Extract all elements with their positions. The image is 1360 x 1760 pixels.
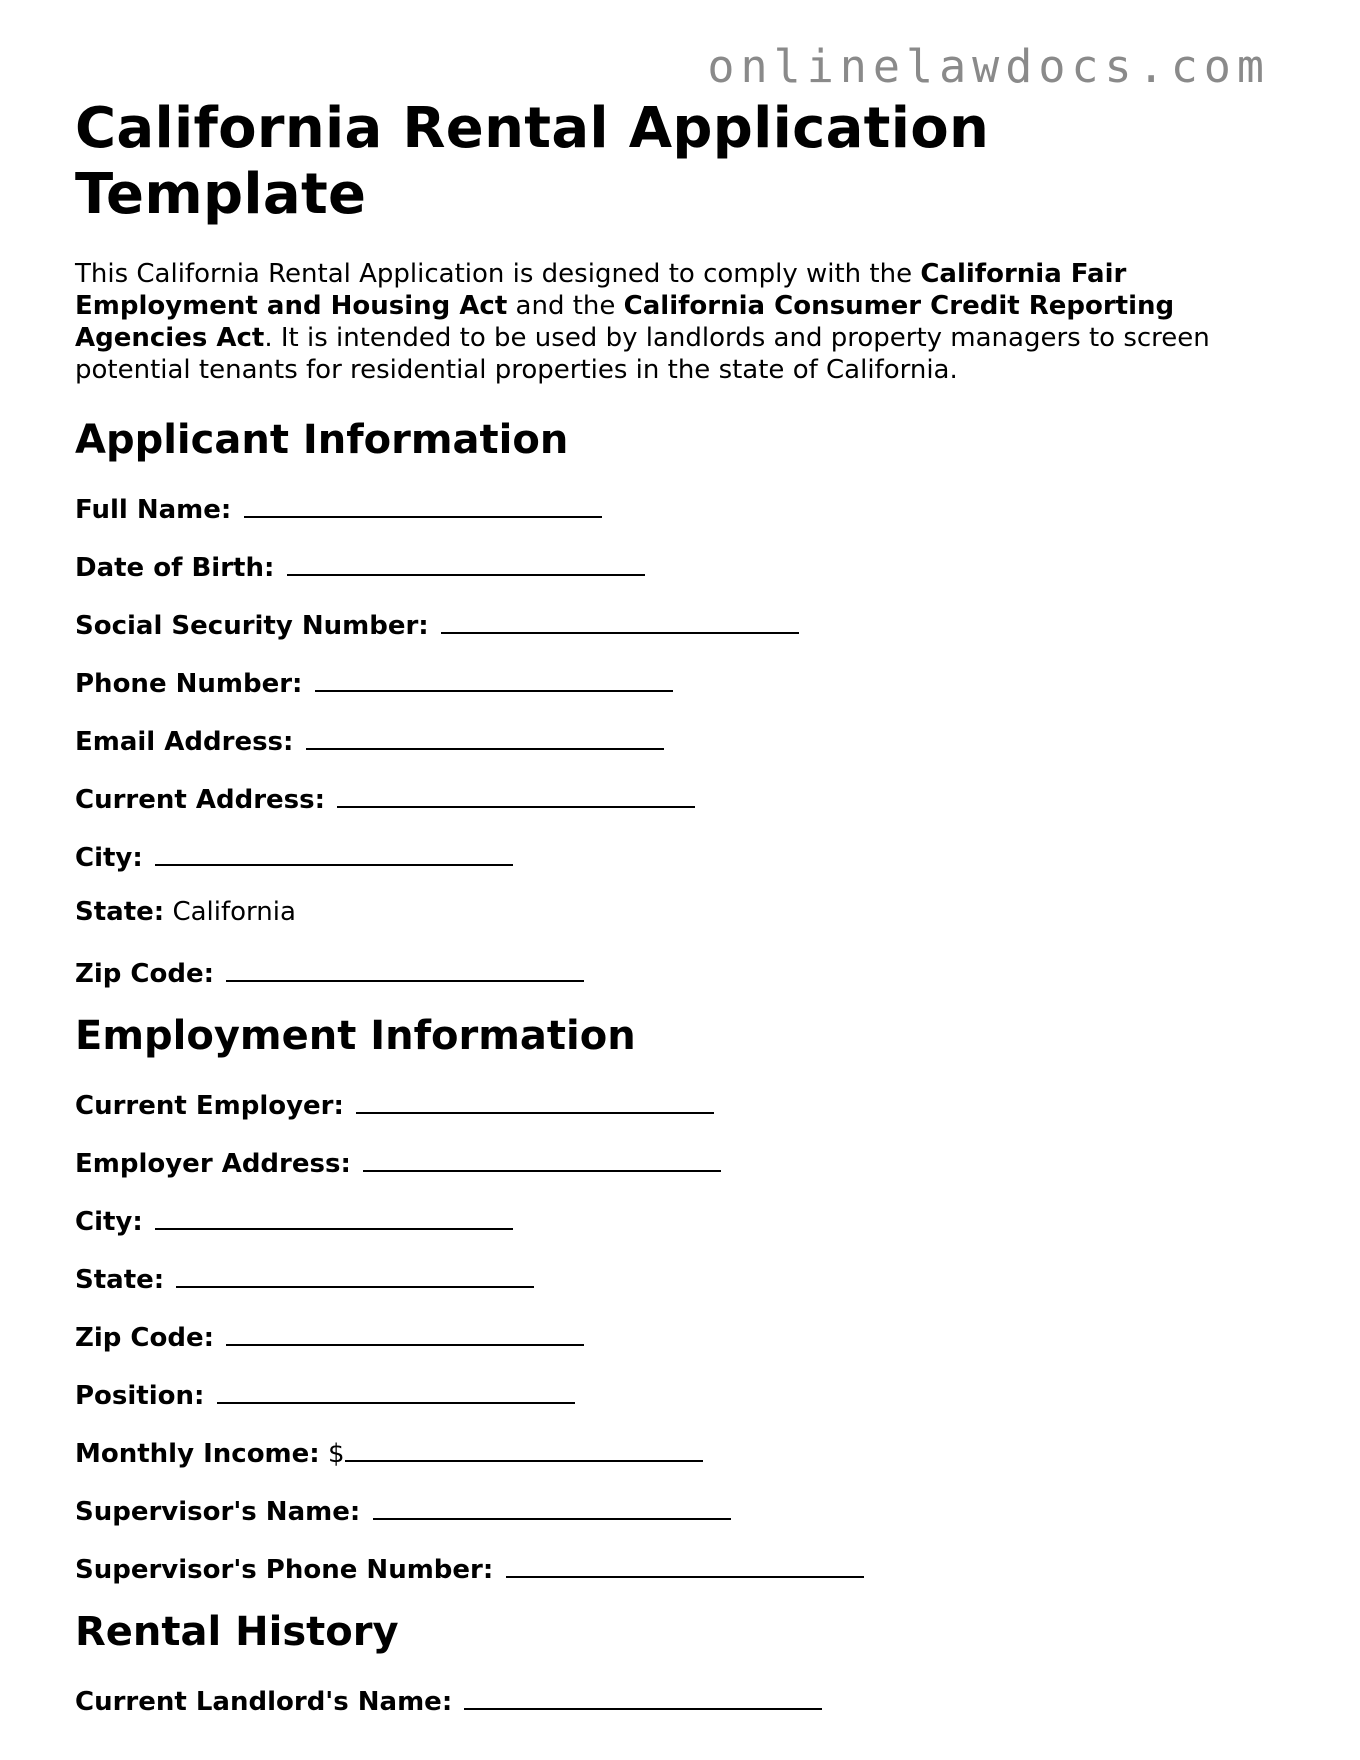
form-field-city: [75, 1202, 1265, 1237]
fill-in-blank-line[interactable]: [306, 722, 664, 750]
form-field-position: [75, 1376, 1265, 1411]
form-field-phone-number: [75, 664, 1265, 699]
intro-text-3: . It is intended to be used by landlords and property managers to screen potential tenants for residential properties in the state of California.: [75, 323, 1210, 385]
fill-in-blank-line[interactable]: [363, 1144, 721, 1172]
employment-fields: [75, 1086, 1265, 1585]
intro-paragraph: [75, 258, 1255, 386]
field-label: State:: [75, 1265, 165, 1295]
form-field-email-address: [75, 722, 1265, 757]
field-label: Social Security Number:: [75, 611, 429, 641]
intro-bold-act-2: California Consumer Credit Reporting Agencies Act: [75, 291, 1175, 353]
field-label: Phone Number:: [75, 669, 303, 699]
field-label: Zip Code:: [75, 959, 215, 989]
fill-in-blank-line[interactable]: [356, 1086, 714, 1114]
form-field-current-address: [75, 780, 1265, 815]
document-title: California Rental Application Template: [75, 96, 990, 227]
form-field-zip-code: [75, 1318, 1265, 1353]
intro-bold-act-1: California Fair Employment and Housing Act: [75, 259, 1127, 321]
fill-in-blank-line[interactable]: [226, 954, 584, 982]
field-label: Full Name:: [75, 495, 232, 525]
field-label: Employer Address:: [75, 1149, 351, 1179]
form-field-current-employer: [75, 1086, 1265, 1121]
field-label: City:: [75, 843, 143, 873]
fill-in-blank-line[interactable]: [506, 1550, 864, 1578]
field-label: Position:: [75, 1381, 205, 1411]
form-field-zip-code: [75, 954, 1265, 989]
fill-in-blank-line[interactable]: [226, 1318, 584, 1346]
intro-text-1: This California Rental Application is designed to comply with the: [75, 259, 921, 289]
form-field-supervisor-s-name: [75, 1492, 1265, 1527]
section-heading-applicant: Applicant Information: [75, 417, 569, 463]
form-field-current-landlord-s-name: [75, 1682, 1265, 1717]
fill-in-blank-line[interactable]: [176, 1260, 534, 1288]
fill-in-blank-line[interactable]: [337, 780, 695, 808]
rental-history-fields: [75, 1682, 1265, 1717]
field-label: Email Address:: [75, 727, 294, 757]
document-page: [75, 96, 1265, 1740]
fill-in-blank-line[interactable]: [244, 490, 602, 518]
form-field-city: [75, 838, 1265, 873]
form-field-date-of-birth: [75, 548, 1265, 583]
fill-in-blank-line[interactable]: [464, 1682, 822, 1710]
field-label: City:: [75, 1207, 143, 1237]
fill-in-blank-line[interactable]: [345, 1434, 703, 1462]
form-field-full-name: [75, 490, 1265, 525]
form-field-social-security-number: [75, 606, 1265, 641]
form-field-state: [75, 1260, 1265, 1295]
applicant-fields: [75, 490, 1265, 989]
fill-in-blank-line[interactable]: [155, 1202, 513, 1230]
form-field-supervisor-s-phone-number: [75, 1550, 1265, 1585]
intro-text-2: and the: [507, 291, 624, 321]
section-heading-employment: Employment Information: [75, 1013, 636, 1059]
currency-prefix: $: [327, 1439, 345, 1469]
form-field-employer-address: [75, 1144, 1265, 1179]
field-value: California: [172, 897, 296, 927]
field-label: Supervisor's Phone Number:: [75, 1555, 494, 1585]
fill-in-blank-line[interactable]: [373, 1492, 731, 1520]
form-field-state: [75, 896, 1265, 928]
field-label: Supervisor's Name:: [75, 1497, 361, 1527]
fill-in-blank-line[interactable]: [441, 606, 799, 634]
field-label: Monthly Income:: [75, 1439, 320, 1469]
fill-in-blank-line[interactable]: [287, 548, 645, 576]
fill-in-blank-line[interactable]: [155, 838, 513, 866]
field-label: Zip Code:: [75, 1323, 215, 1353]
field-label: Date of Birth:: [75, 553, 275, 583]
field-label: Current Landlord's Name:: [75, 1687, 453, 1717]
watermark: onlinelawdocs.com: [707, 40, 1270, 93]
fill-in-blank-line[interactable]: [315, 664, 673, 692]
form-field-monthly-income: [75, 1434, 1265, 1469]
field-label: Current Employer:: [75, 1091, 344, 1121]
section-heading-rental-history: Rental History: [75, 1609, 399, 1655]
fill-in-blank-line[interactable]: [217, 1376, 575, 1404]
field-label: Current Address:: [75, 785, 326, 815]
field-label: State:: [75, 897, 165, 927]
